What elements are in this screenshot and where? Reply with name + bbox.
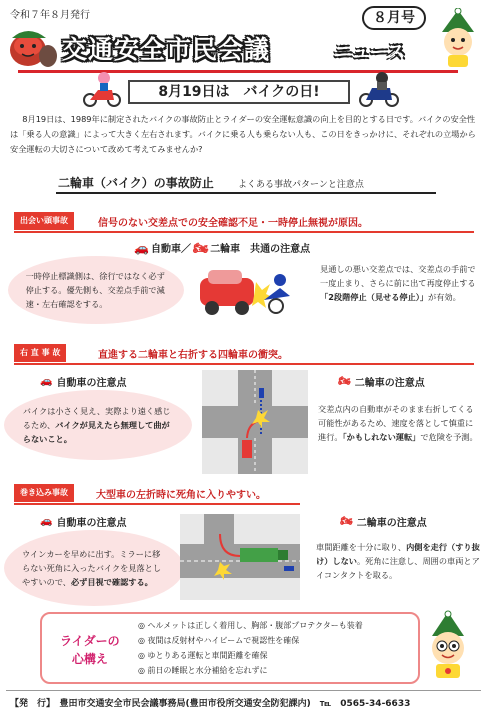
rider-tips-list <box>138 618 363 678</box>
car-caution-title <box>40 374 126 389</box>
case-heading-crossing: 信号のない交差点での安全確認不足・一時停止無視が原因。 <box>98 218 368 229</box>
bike-caution-title-2 <box>340 514 427 529</box>
case-heading-right-turn: 直進する二輪車と右折する四輪車の衝突。 <box>98 350 288 361</box>
footer-rule <box>6 690 481 691</box>
rider-tips-box <box>40 612 420 684</box>
bike-caution-label-2: 二輪車の注意点 <box>356 518 427 529</box>
list-item: ◎ ヘルメットは正しく着用し、胸部・腹部プロテクターも装着 <box>138 618 363 633</box>
car-icon: 🚗 <box>40 516 53 527</box>
bike-text-bold: 内側を走行（すり抜け）しない <box>316 542 480 566</box>
bike-caution-label: 二輪車の注意点 <box>354 378 425 389</box>
bubble-text: 一時停止標識側は、徐行ではなく必ず停止する。優先側も、交差点手前で減速・左右確認をする。 <box>25 271 165 309</box>
car-icon: 🚗 <box>134 240 149 255</box>
left-turn-bike-note <box>316 540 482 582</box>
motorcycle-red-image <box>82 70 122 108</box>
bubble-crossing-left <box>8 256 184 324</box>
car-caution-label: 自動車の注意点 <box>56 378 127 389</box>
bike-text-end: 。死角に注意し、周囲の車両とアイコンタクトを取る。 <box>316 556 480 580</box>
case-rule <box>14 503 300 505</box>
bubble-text <box>22 547 166 589</box>
crossing-right-text: 見通しの悪い交差点では、交差点の手前で一度止まり、さらに前に出て再度停止する <box>320 264 476 288</box>
mascot-bottom-image <box>418 608 478 682</box>
list-item: ◎ 前日の睡眠と水分補給を忘れずに <box>138 663 363 678</box>
motorcycle-icon: 🏍 <box>338 376 351 387</box>
motorcycle-icon: 🏍 <box>340 516 353 527</box>
car-text-bold: 必ず目視で確認する。 <box>70 577 153 587</box>
bike-text: 車間距離を十分に取り、 <box>316 542 407 552</box>
section-underline <box>56 192 436 194</box>
intersection-diagram-left-turn <box>180 514 300 600</box>
rider-tips-label <box>60 632 120 668</box>
newsletter-title: 交通安全市民会議 <box>62 35 271 64</box>
section-title: 二輪車（バイク）の事故防止 <box>58 176 214 190</box>
bubble-text <box>23 404 173 446</box>
right-turn-bike-note <box>318 402 480 444</box>
crossing-right-note <box>320 262 480 304</box>
bubble-left-turn-car <box>4 530 184 606</box>
crossing-right-end: が有効。 <box>428 292 461 302</box>
section-subtitle: よくある事故パターンと注意点 <box>238 180 364 190</box>
list-item: ◎ 夜間は反射材やハイビームで視認性を確保 <box>138 633 363 648</box>
car-text-bold: バイクが見えたら無理して曲がらないこと。 <box>22 420 170 444</box>
car-text: バイクは小さく見え、実際より遠く感じるため、 <box>22 406 171 430</box>
rider-tips-label-2: 心構え <box>71 652 108 666</box>
common-title-a: 自動車／ <box>150 244 191 255</box>
month-badge: ８月号 <box>362 6 426 30</box>
bubble-right-turn-car <box>4 390 192 460</box>
case-tag-left-turn: 巻き込み事故 <box>14 484 74 502</box>
intersection-diagram-right-turn <box>202 370 308 474</box>
motorcycle-blue-image <box>358 70 402 108</box>
newsletter-title-suffix: ニュース <box>334 42 406 63</box>
case-tag-right-turn: 右 直 事 故 <box>14 344 66 362</box>
bike-text-end: で危険を予測。 <box>420 432 478 442</box>
car-icon: 🚗 <box>40 376 53 387</box>
case-rule <box>14 231 474 233</box>
mascot-right-image <box>432 8 484 70</box>
bike-caution-title <box>338 374 425 389</box>
footer-publisher: 【発 行】 豊田市交通安全市民会議事務局(豊田市役所交通安全防犯課内) ℡ 0565-34-6633 <box>10 699 411 709</box>
bike-text-bold: 「かもしれない運転」 <box>342 432 421 442</box>
case-tag-crossing: 出会い頭事故 <box>14 212 74 230</box>
issue-date: 令和７年８月発行 <box>10 10 90 21</box>
common-title <box>134 240 310 255</box>
intro-paragraph: 8月19日は、1989年に制定されたバイクの事故防止とライダーの安全運転意識の向上を目的とする日です。バイクの安全性は「乗る人の意識」によって大きく左右されます。バイクに乗る人も乗らない人も、この日をきっかけに、それぞれの立場から安全運転の大切さについて改めて考えてみませんか? <box>10 114 476 154</box>
common-title-b: 二輪車 共通の注意点 <box>210 244 311 255</box>
case-heading-left-turn: 大型車の左折時に死角に入りやすい。 <box>96 490 266 501</box>
car-caution-label-2: 自動車の注意点 <box>56 518 127 529</box>
collision-illustration <box>194 262 300 324</box>
car-caution-title-2 <box>40 514 126 529</box>
list-item: ◎ ゆとりある運転と車間距離を確保 <box>138 648 363 663</box>
motorcycle-icon: 🏍 <box>192 240 209 255</box>
rider-tips-label-1: ライダーの <box>60 634 120 648</box>
crossing-right-bold: 「2段階停止（見せる停止）」 <box>320 292 429 302</box>
headline: 8月19日は バイクの日! <box>128 80 350 104</box>
case-rule <box>14 363 474 365</box>
car-text: ウインカーを早めに出す。ミラーに移らない死角に入ったバイクを見落としやすいので、 <box>22 549 162 587</box>
bike-text: 交差点内の自動車がそのまま右折してくる可能性があるため、速度を落として慎重に進行。 <box>318 404 474 442</box>
